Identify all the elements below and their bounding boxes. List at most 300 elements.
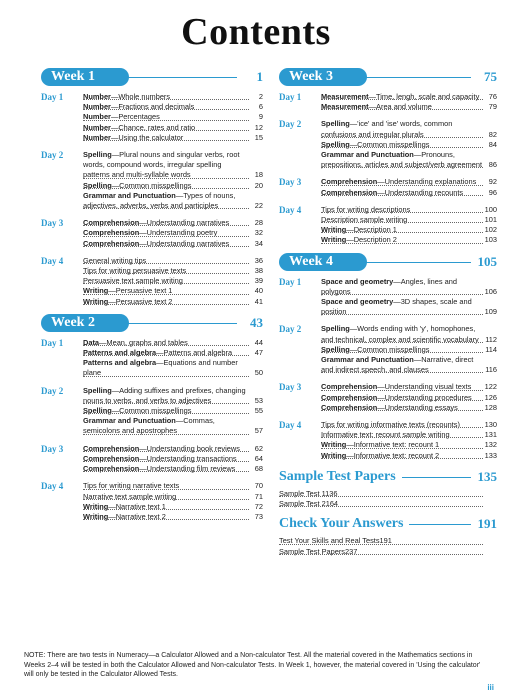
entry-topic: Comprehension (321, 392, 378, 402)
entry-subtopic: —Understanding explanations (377, 177, 477, 187)
day-entries (321, 177, 497, 197)
toc-entry[interactable] (321, 430, 497, 440)
entry-subtopic: —Understanding procedures (377, 392, 472, 402)
entry-subtopic: —Persuasive text 2 (108, 296, 173, 306)
toc-entry[interactable] (83, 386, 263, 406)
day-group (279, 205, 497, 246)
entry-page: 130 (484, 420, 497, 430)
leader-dots (321, 222, 483, 223)
toc-entry[interactable] (83, 239, 263, 249)
leader-dots (83, 509, 249, 510)
entry-topic: Grammar and Punctuation (83, 190, 176, 200)
day-label: Day 4 (279, 420, 302, 431)
entry-topic: Comprehension (321, 187, 378, 197)
entry-subtopic: Sample Test 1 (279, 488, 326, 498)
entry-page: 41 (254, 296, 263, 306)
leader-dots (83, 519, 249, 520)
entry-subtopic: —Understanding visual texts (377, 382, 472, 392)
entry-topic: Writing (321, 235, 347, 245)
entry-topic: Data (83, 337, 100, 347)
entry-page: 164 (325, 499, 339, 509)
toc-entry[interactable] (321, 277, 497, 297)
leader-dots (321, 314, 483, 315)
entry-subtopic: Sample Test 2 (279, 499, 326, 509)
entry-page: 32 (254, 228, 263, 238)
entry-topic: Writing (83, 286, 109, 296)
entry-subtopic: —Understanding narratives (139, 238, 230, 248)
header-rule (361, 262, 471, 263)
toc-entry[interactable] (83, 276, 263, 286)
entry-page: 82 (488, 129, 497, 139)
toc-entry[interactable] (321, 403, 497, 413)
entry-topic: Measurement (321, 92, 369, 101)
entry-subtopic: —Narrative text 2 (108, 511, 166, 521)
entry-subtopic: —Types of nouns, adjectives, adverbs, verbs and participles (83, 190, 236, 211)
entry-subtopic: —Pronouns, prepositions, articles and subject/verb agreement (321, 150, 483, 170)
entry-subtopic: —3D shapes, scale and position (321, 297, 472, 317)
entry-topic: Comprehension (321, 177, 378, 187)
entry-subtopic: —Area and volume (368, 102, 432, 112)
entry-subtopic: —Common misspellings (111, 406, 192, 416)
toc-entry[interactable] (321, 451, 497, 461)
entry-page: 68 (254, 464, 263, 474)
leader-dots (321, 372, 483, 373)
leader-dots (321, 342, 483, 343)
entry-topic: Measurement (321, 102, 369, 112)
entry-subtopic: —Informative text: recount 2 (346, 450, 440, 460)
leader-dots (83, 304, 249, 305)
entry-topic: Spelling (83, 385, 112, 395)
toc-entry[interactable] (321, 235, 497, 245)
day-label: Day 2 (279, 324, 302, 335)
toc-entry[interactable] (83, 502, 263, 512)
entry-topic: Number (83, 122, 111, 132)
leader-dots (83, 403, 249, 404)
section-page-number: 135 (477, 468, 497, 484)
entry-topic: Patterns and algebra (83, 348, 157, 358)
leader-dots (321, 212, 483, 213)
day-group (279, 119, 497, 170)
toc-entry[interactable] (321, 140, 497, 150)
toc-entry[interactable] (83, 297, 263, 307)
entry-subtopic: —Understanding book reviews (139, 443, 240, 453)
leader-dots (83, 140, 249, 141)
toc-entry[interactable] (83, 228, 263, 238)
leader-dots (83, 273, 249, 274)
leader-dots (321, 352, 483, 353)
entry-topic: Spelling (321, 139, 350, 149)
week-badge: Week 3 (279, 68, 367, 86)
entry-topic: Comprehension (83, 443, 140, 453)
header-rule (123, 77, 237, 78)
day-group (279, 324, 497, 375)
week-page-number: 75 (484, 69, 497, 84)
header-rule (402, 477, 471, 478)
entry-page: 28 (254, 218, 263, 228)
toc-entry[interactable] (83, 444, 263, 454)
toc-entry[interactable] (83, 181, 263, 191)
day-label: Day 3 (279, 382, 302, 393)
toc-entry[interactable] (321, 345, 497, 355)
leader-dots (321, 448, 483, 449)
toc-entry[interactable] (83, 454, 263, 464)
entry-subtopic: —Narrative, direct and indirect speech, and clauses (321, 355, 474, 375)
entry-page: 72 (254, 501, 263, 511)
entry-subtopic: —Patterns and algebra (156, 348, 233, 358)
entry-subtopic: —Understanding narratives (139, 218, 230, 228)
day-group (41, 386, 263, 437)
week-page-number: 43 (250, 314, 263, 330)
toc-entry[interactable] (83, 102, 263, 112)
entry-page: 62 (254, 443, 263, 453)
toc-entry[interactable] (321, 177, 497, 187)
entry-subtopic: —Mean, graphs and tables (99, 337, 188, 347)
entry-subtopic: Narrative text sample writing (83, 491, 177, 501)
day-group (279, 420, 497, 461)
day-entries (321, 92, 497, 112)
day-group (41, 256, 263, 307)
entry-page: 96 (488, 187, 497, 197)
entry-subtopic: —Angles, lines and polygons (321, 276, 457, 296)
entry-subtopic: —Common misspellings (349, 344, 430, 354)
toc-entry[interactable] (321, 225, 497, 235)
toc-entry[interactable] (83, 286, 263, 296)
entry-page: 237 (345, 546, 358, 556)
entry-page: 122 (484, 382, 497, 392)
entry-subtopic: —Using the calculator (110, 132, 184, 142)
entry-subtopic: —Percentages (110, 112, 160, 122)
leader-dots (321, 294, 483, 295)
leader-dots (321, 427, 483, 428)
entry-page: 44 (254, 337, 263, 347)
entry-topic: Space and geometry (321, 276, 394, 286)
day-label: Day 3 (41, 218, 64, 229)
leader-dots (321, 410, 483, 411)
leader-dots (83, 263, 249, 264)
entry-topic: Spelling (321, 119, 350, 129)
leader-dots (83, 208, 249, 209)
entry-page: 57 (254, 426, 263, 436)
day-group (41, 481, 263, 522)
entry-subtopic: Description sample writing (321, 215, 408, 225)
entry-page: 126 (484, 392, 497, 402)
entry-subtopic: Persuasive text sample writing (83, 276, 183, 286)
entry-subtopic: Test Your Skills and Real Tests (279, 536, 380, 546)
entry-page: 116 (485, 365, 497, 375)
entry-topic: Spelling (83, 180, 112, 190)
entry-topic: Comprehension (321, 402, 378, 412)
leader-dots (321, 167, 483, 168)
entry-subtopic: Informative text: recount sample writing (321, 430, 450, 440)
leader-dots (83, 499, 249, 500)
entry-page: 55 (254, 406, 263, 416)
entry-subtopic: —Informative text: recount 1 (346, 440, 440, 450)
entry-topic: Grammar and Punctuation (83, 416, 176, 426)
toc-entry[interactable] (279, 547, 497, 557)
entry-subtopic: Tips for writing informative texts (recounts) (321, 420, 460, 430)
entry-subtopic: —Whole numbers (110, 92, 171, 101)
leader-dots (83, 130, 249, 131)
entry-topic: Writing (83, 501, 109, 511)
entry-subtopic: Tips for writing descriptions (321, 204, 411, 214)
day-entries (83, 481, 263, 522)
day-label: Day 3 (279, 177, 302, 188)
day-group (41, 338, 263, 379)
entry-subtopic: —Narrative text 1 (108, 501, 166, 511)
leader-dots (83, 283, 249, 284)
entry-topic: Spelling (83, 150, 112, 160)
day-entries (321, 382, 497, 413)
day-label: Day 1 (41, 92, 64, 102)
entry-subtopic: —Understanding recounts (377, 187, 464, 197)
leader-dots (83, 294, 249, 295)
toc-entry[interactable] (321, 215, 497, 225)
day-label: Day 2 (41, 385, 64, 396)
entry-page: 20 (254, 180, 263, 190)
toc-entry[interactable] (83, 256, 263, 266)
toc-entry[interactable] (83, 481, 263, 491)
section-title: Check Your Answers (279, 516, 404, 532)
leader-dots (83, 120, 249, 121)
entry-page: 100 (484, 204, 497, 214)
week-header (41, 68, 263, 86)
entry-page: 9 (258, 112, 263, 122)
entry-page: 102 (484, 225, 497, 235)
toc-entry[interactable] (83, 266, 263, 276)
entry-subtopic: —Words ending with 'y', homophones, and technical, complex and scientific vocabulary (321, 324, 479, 344)
leader-dots (321, 243, 483, 244)
entry-page: 34 (254, 238, 263, 248)
entry-subtopic: —Commas, semicolons and apostrophes (83, 416, 215, 436)
toc-entry[interactable] (321, 297, 497, 317)
leader-dots (83, 355, 249, 356)
entry-page: 22 (254, 201, 263, 211)
toc-entry[interactable] (321, 420, 497, 430)
day-entries (321, 420, 497, 461)
day-entries (83, 150, 263, 211)
toc-entry[interactable] (83, 191, 263, 211)
entry-page: 6 (258, 102, 263, 112)
day-group (279, 382, 497, 413)
day-entries (83, 218, 263, 249)
entry-text (321, 277, 457, 296)
toc-entry[interactable] (83, 416, 263, 436)
entry-subtopic: —Persuasive text 1 (108, 286, 173, 296)
entry-topic: Space and geometry (321, 297, 394, 307)
entry-page: 103 (484, 235, 497, 245)
toc-entry[interactable] (83, 112, 263, 122)
entry-page: 70 (254, 481, 263, 491)
entry-page: 114 (485, 344, 497, 354)
toc-entry[interactable] (321, 92, 497, 102)
leader-dots (83, 461, 249, 462)
day-label: Day 2 (279, 119, 302, 130)
toc-entry[interactable] (83, 406, 263, 416)
day-label: Day 4 (279, 204, 302, 215)
leader-dots (83, 109, 249, 110)
entry-subtopic: Tips for writing narrative texts (83, 481, 180, 491)
leader-dots (321, 232, 483, 233)
entry-subtopic: —Description 1 (346, 225, 397, 235)
entry-topic: Writing (83, 296, 109, 306)
week-header (41, 314, 263, 332)
toc-entry[interactable] (83, 464, 263, 474)
toc-entry[interactable] (321, 355, 497, 375)
leader-dots (279, 496, 483, 497)
day-entries (321, 119, 497, 170)
day-label: Day 1 (279, 92, 302, 102)
section-title: Sample Test Papers (279, 468, 396, 484)
toc-entry[interactable] (83, 133, 263, 143)
day-entries (83, 338, 263, 379)
leader-dots (321, 458, 483, 459)
day-group (279, 177, 497, 197)
right-column (279, 64, 497, 563)
day-entries (83, 386, 263, 437)
entry-topic: Spelling (321, 324, 350, 334)
entry-text (321, 297, 472, 316)
entry-subtopic: —Plural nouns and singular verbs, root words, compound words, irregular spelling patterns and multi-syllable words (83, 150, 240, 180)
toc-entry[interactable] (83, 150, 263, 181)
entry-page: 50 (254, 368, 263, 378)
entry-page: 109 (484, 307, 497, 317)
entry-topic: Patterns and algebra (83, 358, 157, 368)
day-label: Day 1 (279, 276, 302, 287)
day-group (41, 150, 263, 211)
leader-dots (83, 413, 249, 414)
leader-dots (321, 390, 483, 391)
day-group (279, 92, 497, 112)
footnote: NOTE: There are two tests in Numeracy—a Calculator Allowed and a Non-calculator Test. All the material covered in the Mathematics sections in Weeks 2–4 will be tested in both the Calculator Allowed and Non-calculator Tests. In Week 1, however, the material covered in 'Using the calculator' will only be tested in the Calculator Allowed Tests. (24, 652, 481, 679)
entry-page: 36 (254, 255, 263, 265)
section-page-number: 191 (477, 516, 497, 532)
leader-dots (321, 137, 483, 138)
entry-subtopic: General writing tips (83, 255, 147, 265)
entry-page: 2 (258, 92, 263, 101)
toc-entry[interactable] (83, 123, 263, 133)
entry-topic: Writing (83, 511, 109, 521)
entry-text (321, 150, 482, 169)
entry-page: 38 (254, 266, 263, 276)
day-entries (321, 324, 497, 375)
entry-topic: Writing (321, 440, 347, 450)
entry-page: 71 (254, 491, 263, 501)
header-rule (409, 524, 471, 525)
leader-dots (83, 99, 249, 100)
entry-page: 136 (325, 488, 338, 498)
toc-entry[interactable] (83, 338, 263, 348)
leader-dots (321, 195, 483, 196)
toc-entry[interactable] (321, 205, 497, 215)
entry-topic: Spelling (83, 406, 112, 416)
entry-page: 12 (254, 122, 263, 132)
leader-dots (321, 400, 483, 401)
leader-dots (83, 471, 249, 472)
entry-text (83, 150, 240, 179)
entry-text (321, 119, 452, 138)
leader-dots (321, 99, 483, 100)
entry-page: 101 (484, 215, 497, 225)
toc-entry[interactable] (321, 102, 497, 112)
entry-page: 64 (254, 453, 263, 463)
entry-subtopic: —Chance, rates and ratio (110, 122, 196, 132)
day-group (279, 277, 497, 318)
day-entries (83, 92, 263, 143)
day-group (41, 92, 263, 143)
entry-topic: Number (83, 92, 111, 101)
week-header (279, 68, 497, 86)
entry-subtopic: —Description 2 (346, 235, 397, 245)
entry-subtopic: —Understanding transactions (139, 453, 237, 463)
entry-page: 84 (488, 139, 497, 149)
toc-entry[interactable] (321, 150, 497, 170)
entry-page: 53 (254, 395, 263, 405)
leader-dots (83, 451, 249, 452)
entry-page: 131 (484, 430, 497, 440)
entry-page: 92 (488, 177, 497, 187)
section-header (279, 515, 497, 533)
toc-entry[interactable] (321, 119, 497, 139)
week-header (279, 253, 497, 271)
toc-entry[interactable] (321, 188, 497, 198)
toc-entry[interactable] (279, 536, 497, 546)
toc-entry[interactable] (279, 499, 497, 509)
toc-entry[interactable] (83, 512, 263, 522)
entry-topic: Comprehension (83, 238, 140, 248)
day-group (41, 444, 263, 475)
header-rule (361, 77, 471, 78)
toc-entry[interactable] (321, 324, 497, 344)
entry-subtopic: —Adding suffixes and prefixes, changing nouns to verbs, and verbs to adjectives (83, 385, 246, 405)
entry-page: 133 (484, 450, 497, 460)
toc-entry[interactable] (83, 358, 263, 378)
leader-dots (83, 225, 249, 226)
entry-page: 112 (485, 334, 497, 344)
section-entries (279, 489, 497, 509)
entry-topic: Comprehension (83, 228, 140, 238)
entry-text (321, 355, 473, 374)
section-header (279, 468, 497, 486)
page-number: iii (487, 683, 494, 692)
entry-topic: Comprehension (321, 382, 378, 392)
toc-entry[interactable] (321, 393, 497, 403)
entry-topic: Number (83, 132, 111, 142)
toc-entry[interactable] (279, 489, 497, 499)
toc-entry[interactable] (321, 382, 497, 392)
toc-entry[interactable] (83, 218, 263, 228)
entry-text (83, 191, 235, 210)
entry-text (83, 386, 246, 405)
toc-entry[interactable] (321, 440, 497, 450)
entry-subtopic: —Equations and number plane (83, 358, 238, 378)
entry-page: 73 (254, 511, 263, 521)
entry-subtopic: —Fractions and decimals (110, 102, 195, 112)
entry-page: 79 (488, 102, 497, 112)
left-column (41, 64, 263, 529)
toc-entry[interactable] (83, 92, 263, 102)
leader-dots (83, 376, 249, 377)
entry-subtopic: —Understanding film reviews (139, 464, 236, 474)
entry-subtopic: —Common misspellings (111, 180, 192, 190)
leader-dots (321, 185, 483, 186)
toc-entry[interactable] (83, 492, 263, 502)
toc-entry[interactable] (83, 348, 263, 358)
entry-page: 106 (484, 286, 497, 296)
leader-dots (83, 236, 249, 237)
day-label: Day 1 (41, 337, 64, 348)
leader-dots (279, 544, 483, 545)
week-badge: Week 1 (41, 68, 129, 86)
